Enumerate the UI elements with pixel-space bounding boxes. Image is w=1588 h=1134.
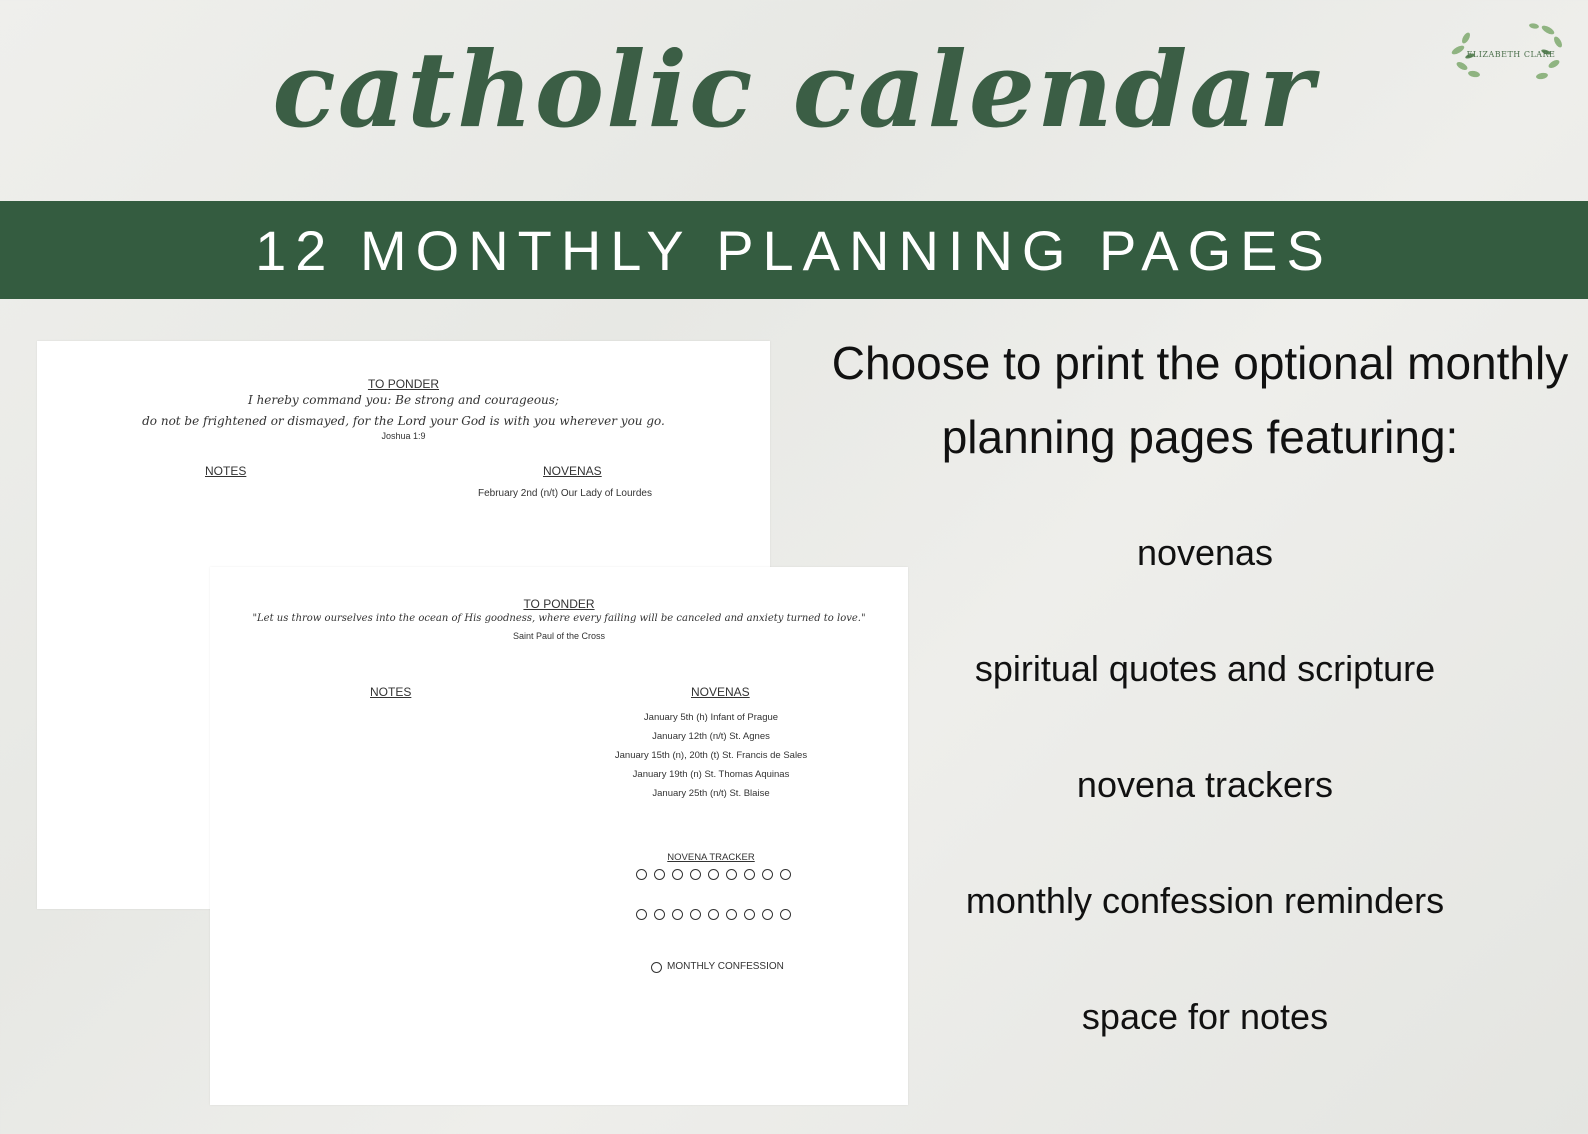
tracker-circle[interactable]	[654, 909, 665, 920]
feature-item: novenas	[1136, 532, 1274, 573]
confession-checkbox[interactable]	[651, 962, 662, 973]
feature-item: spiritual quotes and scripture	[974, 648, 1436, 689]
tracker-row-2	[636, 909, 791, 920]
features-heading-line1: Choose to print the optional monthly	[831, 337, 1569, 389]
notes-heading: NOTES	[205, 464, 247, 478]
tracker-circle[interactable]	[672, 909, 683, 920]
tracker-circle[interactable]	[636, 909, 647, 920]
confession-label: MONTHLY CONFESSION	[667, 961, 784, 972]
novena-item: January 12th (n/t) St. Agnes	[652, 731, 770, 742]
novena-item: January 5th (h) Infant of Prague	[643, 712, 779, 723]
feature-item: monthly confession reminders	[965, 880, 1445, 921]
banner-text: 12 MONTHLY PLANNING PAGES	[255, 218, 1333, 282]
tracker-circle[interactable]	[726, 909, 737, 920]
notes-heading: NOTES	[370, 685, 412, 699]
planning-page-january	[210, 567, 908, 1105]
tracker-circle[interactable]	[636, 869, 647, 880]
novena-item: February 2nd (n/t) Our Lady of Lourdes	[478, 488, 652, 499]
banner	[0, 201, 1588, 299]
novena-tracker-heading: NOVENA TRACKER	[667, 852, 755, 863]
tracker-circle[interactable]	[654, 869, 665, 880]
novena-item: January 25th (n/t) St. Blaise	[652, 788, 770, 799]
tracker-circle[interactable]	[672, 869, 683, 880]
quote-line: do not be frightened or dismayed, for the Lord your God is with you wherever you go.	[142, 414, 665, 428]
tracker-row-1	[636, 869, 791, 880]
feature-item: novena trackers	[1076, 764, 1334, 805]
tracker-circle[interactable]	[726, 869, 737, 880]
tracker-circle[interactable]	[708, 909, 719, 920]
features-heading-line2: planning pages featuring:	[941, 411, 1459, 463]
novenas-heading: NOVENAS	[691, 685, 750, 699]
tracker-circle[interactable]	[780, 869, 791, 880]
novena-item: January 19th (n) St. Thomas Aquinas	[632, 769, 790, 780]
feature-item: space for notes	[1081, 996, 1329, 1037]
novenas-heading: NOVENAS	[543, 464, 602, 478]
quote-line: I hereby command you: Be strong and courageous;	[248, 393, 559, 407]
tracker-circle[interactable]	[780, 909, 791, 920]
tracker-circle[interactable]	[762, 909, 773, 920]
logo-text: ELIZABETH CLARE	[1466, 50, 1556, 59]
tracker-circle[interactable]	[744, 909, 755, 920]
ponder-heading: TO PONDER	[523, 597, 595, 611]
tracker-circle[interactable]	[762, 869, 773, 880]
quote-citation: Saint Paul of the Cross	[512, 631, 606, 641]
features-heading	[820, 326, 1580, 474]
ponder-heading: TO PONDER	[367, 377, 440, 391]
novena-item: January 15th (n), 20th (t) St. Francis de Sales	[614, 750, 808, 761]
tracker-circle[interactable]	[708, 869, 719, 880]
page-title: catholic calendar	[272, 28, 1316, 151]
quote-citation: Joshua 1:9	[381, 431, 426, 441]
quote-line: "Let us throw ourselves into the ocean of His goodness, where every failing will be canceled and anxiety turned to love."	[252, 613, 866, 624]
tracker-circle[interactable]	[690, 869, 701, 880]
tracker-circle[interactable]	[744, 869, 755, 880]
tracker-circle[interactable]	[690, 909, 701, 920]
